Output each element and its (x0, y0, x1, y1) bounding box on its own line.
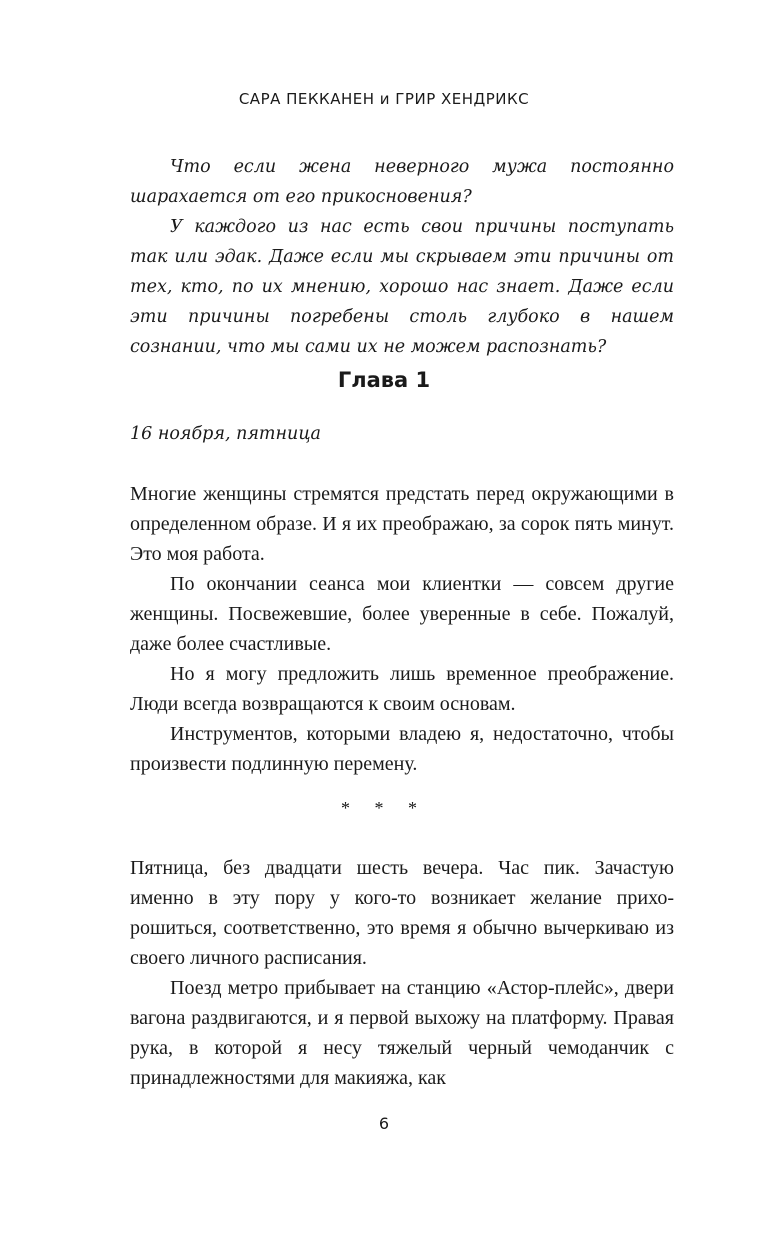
paragraph: Инструментов, которыми владею я, недостаточно, чтобы произвести подлинную перемену. (130, 723, 674, 775)
epigraph (130, 152, 674, 362)
chapter-title: Глава 1 (337, 368, 431, 392)
running-head: САРА ПЕККАНЕН и ГРИР ХЕНДРИКС (238, 90, 530, 108)
paragraph: Пятница, без двадцати шесть вечера. Час пик. Зачастую именно в эту пору у кого-то возникает желание прихорошиться, соответственно, это время я обычно вычеркиваю из своего личного расписания. (130, 857, 674, 969)
paragraph: По окончании сеанса мои клиентки — совсем другие женщины. Посвежевшие, более уверенные в себе. Пожалуй, даже более счастливые. (130, 573, 674, 655)
epigraph-paragraph: Что если жена неверного мужа постоянно шарахается от его прикосновения? (130, 157, 674, 207)
paragraph: Поезд метро прибывает на станцию «Астор-плейс», двери вагона раздвигаются, и я первой выхожу на платформу. Правая рука, в которой я несу тяжелый черный чемоданчик с принадлежностями для макияжа, как (130, 977, 674, 1089)
epigraph-paragraph: У каждого из нас есть свои причины поступать так или эдак. Даже если мы скрываем эти причины от тех, кто, по их мнению, хорошо нас знает. Даже если эти причины погребены столь глубоко в нашем сознании, что мы сами их не можем распознать? (130, 217, 674, 357)
section-break-asterism: * * * (341, 798, 427, 818)
paragraph: Многие женщины стремятся предстать перед окружающими в определенном образе. И я их преображаю, за сорок пять минут. Это моя работа. (130, 483, 674, 565)
section-2-text (130, 853, 674, 1093)
dateline: 16 ноября, пятница (130, 424, 321, 444)
paragraph: Но я могу предложить лишь временное преображение. Люди всегда возвращаются к своим основам. (130, 663, 674, 715)
section-1-text (130, 479, 674, 779)
page-number: 6 (378, 1114, 390, 1133)
